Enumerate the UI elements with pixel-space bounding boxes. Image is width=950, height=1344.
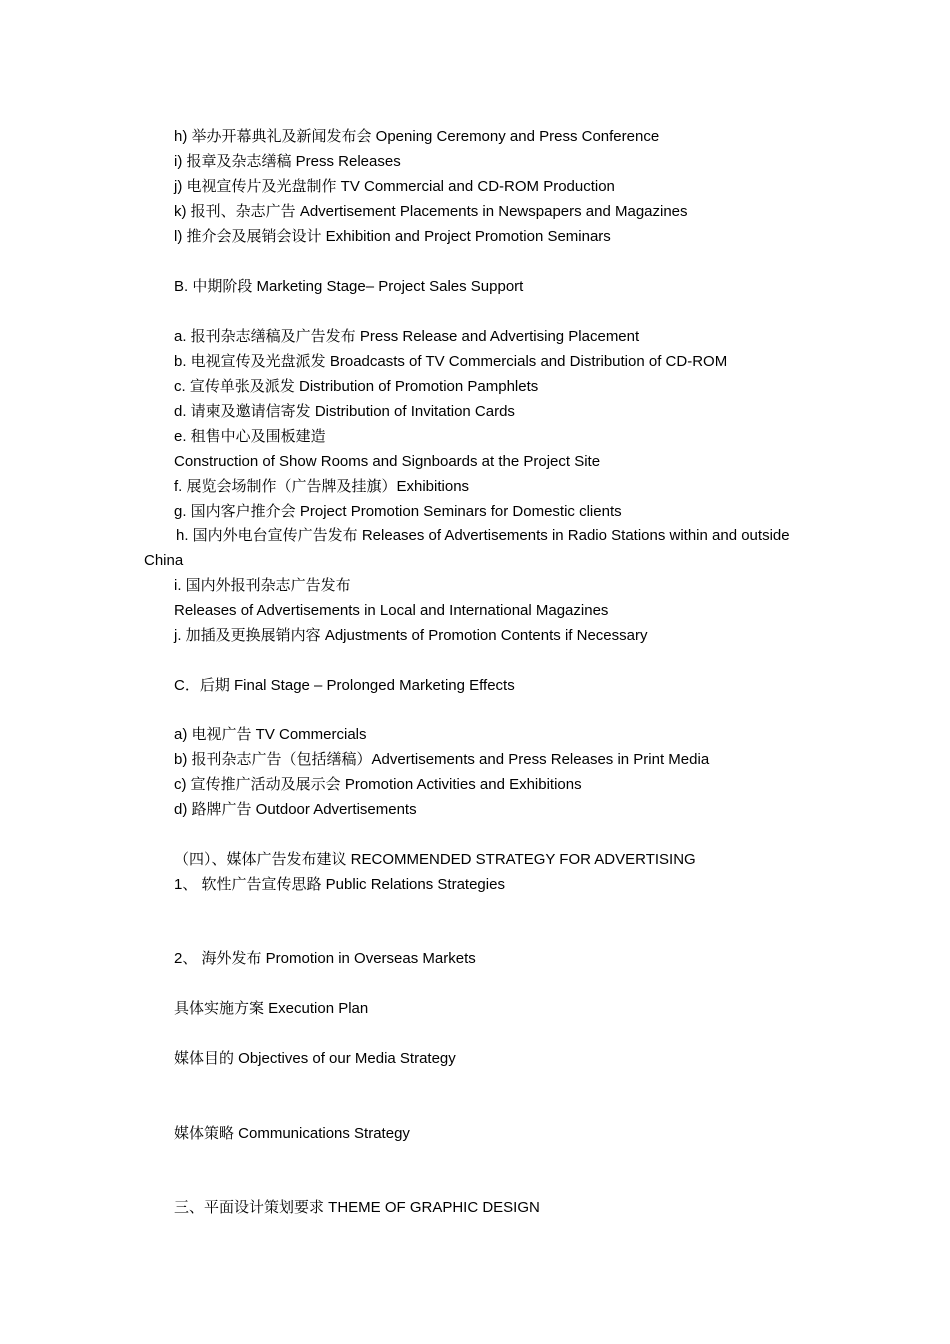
stage-b-item-c: c. 宣传单张及派发 Distribution of Promotion Pamphlets bbox=[174, 378, 539, 395]
stage-a-item-l: l) 推介会及展销会设计 Exhibition and Project Promotion Seminars bbox=[174, 228, 611, 245]
stage-b-item-d: d. 请柬及邀请信寄发 Distribution of Invitation Cards bbox=[174, 403, 515, 420]
stage-c-item-b: b) 报刊杂志广告（包括缮稿）Advertisements and Press Releases in Print Media bbox=[174, 751, 710, 768]
stage-b-item-f: f. 展览会场制作（广告牌及挂旗）Exhibitions bbox=[174, 478, 470, 495]
stage-c-item-a: a) 电视广告 TV Commercials bbox=[174, 726, 367, 743]
stage-a-item-h: h) 举办开幕典礼及新闻发布会 Opening Ceremony and Press Conference bbox=[174, 128, 660, 145]
stage-b-item-j: j. 加插及更换展销内容 Adjustments of Promotion Contents if Necessary bbox=[174, 627, 648, 644]
stage-c-item-c: c) 宣传推广活动及展示会 Promotion Activities and Exhibitions bbox=[174, 776, 582, 793]
stage-b-item-h-wrap: China bbox=[144, 552, 184, 569]
section-three-heading: 三、平面设计策划要求 THEME OF GRAPHIC DESIGN bbox=[174, 1199, 540, 1216]
stage-a-item-j: j) 电视宣传片及光盘制作 TV Commercial and CD-ROM Production bbox=[174, 178, 615, 195]
stage-b-heading: B. 中期阶段 Marketing Stage– Project Sales Support bbox=[174, 278, 524, 295]
stage-b-item-g: g. 国内客户推介会 Project Promotion Seminars for Domestic clients bbox=[174, 503, 622, 520]
stage-b-item-a: a. 报刊杂志缮稿及广告发布 Press Release and Advertising Placement bbox=[174, 328, 640, 345]
section-four-item-1: 1、 软性广告宣传思路 Public Relations Strategies bbox=[174, 876, 505, 893]
stage-b-item-i-english: Releases of Advertisements in Local and International Magazines bbox=[174, 602, 609, 619]
execution-plan-heading: 具体实施方案 Execution Plan bbox=[174, 1000, 369, 1017]
media-objectives-heading: 媒体目的 Objectives of our Media Strategy bbox=[174, 1050, 456, 1067]
stage-b-item-e: e. 租售中心及围板建造 bbox=[174, 428, 326, 445]
stage-c-item-d: d) 路牌广告 Outdoor Advertisements bbox=[174, 801, 417, 818]
stage-a-item-k: k) 报刊、杂志广告 Advertisement Placements in Newspapers and Magazines bbox=[174, 203, 688, 220]
stage-c-heading: C．后期 Final Stage – Prolonged Marketing Effects bbox=[174, 677, 515, 694]
section-four-item-2: 2、 海外发布 Promotion in Overseas Markets bbox=[174, 950, 476, 967]
stage-b-item-e-english: Construction of Show Rooms and Signboards at the Project Site bbox=[174, 453, 601, 470]
section-four-heading: （四）、媒体广告发布建议 RECOMMENDED STRATEGY FOR ADVERTISING bbox=[174, 851, 696, 868]
media-strategy-heading: 媒体策略 Communications Strategy bbox=[174, 1125, 410, 1142]
stage-b-item-b: b. 电视宣传及光盘派发 Broadcasts of TV Commercials and Distribution of CD-ROM bbox=[174, 353, 728, 370]
stage-b-item-h: h. 国内外电台宣传广告发布 Releases of Advertisements in Radio Stations within and outside bbox=[176, 527, 790, 544]
stage-a-item-i: i) 报章及杂志缮稿 Press Releases bbox=[174, 153, 401, 170]
stage-b-item-i: i. 国内外报刊杂志广告发布 bbox=[174, 577, 351, 594]
